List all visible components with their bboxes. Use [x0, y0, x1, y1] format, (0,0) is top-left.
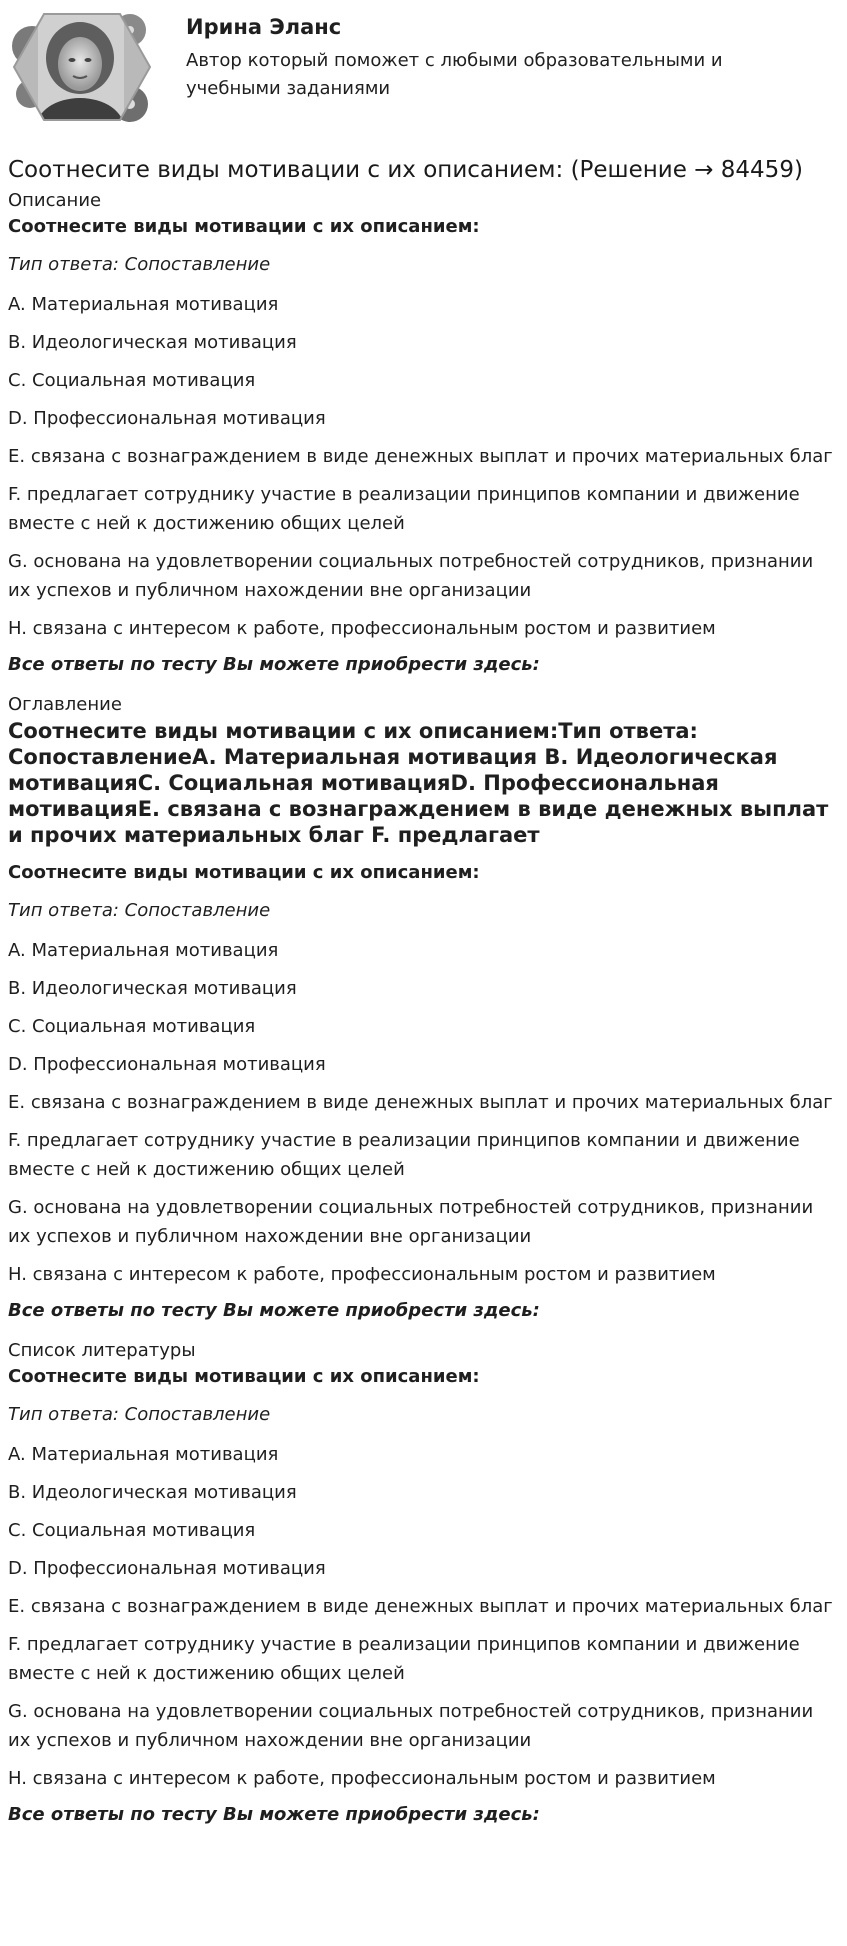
- list-item: B. Идеологическая мотивация: [8, 978, 297, 999]
- list-item: D. Профессиональная мотивация: [8, 1054, 326, 1075]
- purchase-note: Все ответы по тесту Вы можете приобрести здесь:: [8, 1804, 540, 1825]
- list-item: G. основана на удовлетворении социальных потребностей сотрудников, признании их успехов и публичном нахождении вне организации: [8, 551, 814, 601]
- section-label-literature: Список литературы: [8, 1340, 196, 1361]
- toc-heading: Соотнесите виды мотивации с их описанием:Тип ответа: СопоставлениеA. Материальная мотивация B. Идеологическая мотивацияC. Социальная мотивацияD. Профессиональная мотивацияE. связана с вознаграждением в виде денежных выплат и прочих материальных благ F. предлагает: [8, 719, 829, 847]
- list-item: A. Материальная мотивация: [8, 294, 279, 315]
- list-item: F. предлагает сотруднику участие в реализации принципов компании и движение вместе с ней к достижению общих целей: [8, 1130, 800, 1180]
- list-item: B. Идеологическая мотивация: [8, 1482, 297, 1503]
- list-item: E. связана с вознаграждением в виде денежных выплат и прочих материальных благ: [8, 1596, 833, 1617]
- purchase-note: Все ответы по тесту Вы можете приобрести здесь:: [8, 1300, 540, 1321]
- section-label-description: Описание: [8, 190, 102, 211]
- list-item: G. основана на удовлетворении социальных потребностей сотрудников, признании их успехов и публичном нахождении вне организации: [8, 1197, 814, 1247]
- list-item: C. Социальная мотивация: [8, 1520, 256, 1541]
- list-item: D. Профессиональная мотивация: [8, 1558, 326, 1579]
- answer-type: Тип ответа: Сопоставление: [8, 254, 271, 275]
- list-item: D. Профессиональная мотивация: [8, 408, 326, 429]
- list-item: F. предлагает сотруднику участие в реализации принципов компании и движение вместе с ней к достижению общих целей: [8, 1634, 800, 1684]
- author-name[interactable]: Ирина Эланс: [186, 15, 342, 39]
- question-heading: Соотнесите виды мотивации с их описанием:: [8, 216, 480, 237]
- question-heading: Соотнесите виды мотивации с их описанием:: [8, 862, 480, 883]
- literature-section: [8, 1338, 839, 1828]
- list-item: G. основана на удовлетворении социальных потребностей сотрудников, признании их успехов и публичном нахождении вне организации: [8, 1701, 814, 1751]
- user-photo-avatar-icon: [8, 8, 154, 126]
- answer-type: Тип ответа: Сопоставление: [8, 900, 271, 921]
- purchase-note: Все ответы по тесту Вы можете приобрести здесь:: [8, 654, 540, 675]
- list-item: E. связана с вознаграждением в виде денежных выплат и прочих материальных благ: [8, 1092, 833, 1113]
- list-item: B. Идеологическая мотивация: [8, 332, 297, 353]
- question-heading: Соотнесите виды мотивации с их описанием:: [8, 1366, 480, 1387]
- list-item: H. связана с интересом к работе, профессиональным ростом и развитием: [8, 1264, 716, 1285]
- author-avatar: [8, 8, 154, 126]
- toc-section: [8, 692, 839, 1324]
- answer-type: Тип ответа: Сопоставление: [8, 1404, 271, 1425]
- list-item: H. связана с интересом к работе, профессиональным ростом и развитием: [8, 618, 716, 639]
- author-description: Автор который поможет с любыми образовательными и учебными заданиями: [186, 50, 723, 99]
- list-item: A. Материальная мотивация: [8, 940, 279, 961]
- section-label-toc: Оглавление: [8, 694, 122, 715]
- list-item: F. предлагает сотруднику участие в реализации принципов компании и движение вместе с ней к достижению общих целей: [8, 484, 800, 534]
- list-item: C. Социальная мотивация: [8, 370, 256, 391]
- author-info: [186, 8, 786, 103]
- author-card: [8, 8, 839, 126]
- list-item: H. связана с интересом к работе, профессиональным ростом и развитием: [8, 1768, 716, 1789]
- list-item: E. связана с вознаграждением в виде денежных выплат и прочих материальных благ: [8, 446, 833, 467]
- description-section: [8, 188, 839, 678]
- page-title: Соотнесите виды мотивации с их описанием: (Решение → 84459): [8, 157, 803, 183]
- list-item: C. Социальная мотивация: [8, 1016, 256, 1037]
- list-item: A. Материальная мотивация: [8, 1444, 279, 1465]
